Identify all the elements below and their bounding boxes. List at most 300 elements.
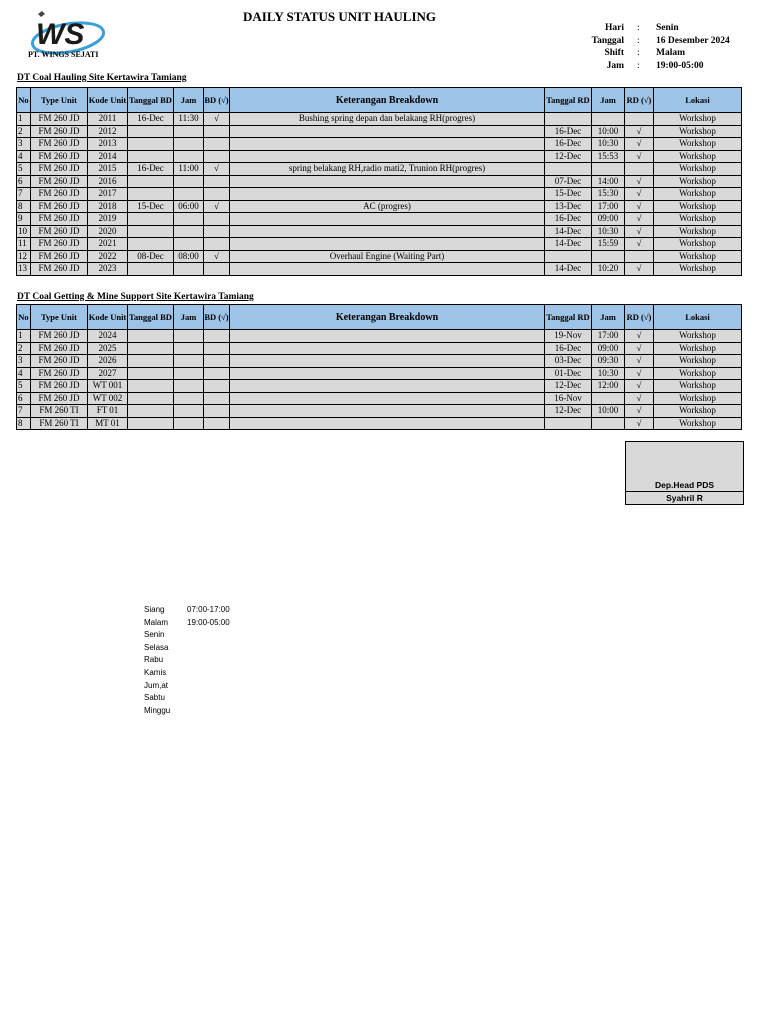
cell-rd-check: √ (625, 405, 654, 418)
column-header-tanggal-bd: Tanggal BD (128, 305, 174, 330)
column-header-jam-bd: Jam (174, 305, 204, 330)
table-row (17, 405, 742, 418)
table-row (17, 263, 742, 276)
cell-tanggal-bd (128, 330, 174, 343)
cell-tanggal-bd (128, 392, 174, 405)
cell-lokasi: Workshop (654, 238, 742, 251)
cell-tanggal-rd: 15-Dec (545, 188, 592, 201)
table-row (17, 417, 742, 430)
cell-jam-rd: 15:30 (592, 188, 625, 201)
table-row (17, 355, 742, 368)
cell-kode-unit: 2024 (88, 330, 128, 343)
cell-type-unit: FM 260 JD (31, 125, 88, 138)
info-value: 16 Desember 2024 (656, 35, 730, 46)
cell-rd-check: √ (625, 200, 654, 213)
cell-jam-bd: 11:00 (174, 163, 204, 176)
column-header-no: No (17, 305, 31, 330)
info-label: Tanggal (591, 35, 624, 46)
cell-bd-check (204, 380, 230, 393)
cell-kode-unit: 2018 (88, 200, 128, 213)
cell-tanggal-bd (128, 238, 174, 251)
cell-bd-check (204, 342, 230, 355)
cell-jam-bd (174, 263, 204, 276)
cell-jam-rd: 09:00 (592, 213, 625, 226)
cell-kode-unit: 2017 (88, 188, 128, 201)
table-row (17, 367, 742, 380)
cell-lokasi: Workshop (654, 200, 742, 213)
cell-tanggal-rd (545, 250, 592, 263)
cell-tanggal-rd: 16-Dec (545, 125, 592, 138)
cell-lokasi: Workshop (654, 138, 742, 151)
cell-type-unit: FM 260 JD (31, 138, 88, 151)
cell-jam-rd: 17:00 (592, 200, 625, 213)
cell-kode-unit: 2012 (88, 125, 128, 138)
cell-lokasi: Workshop (654, 125, 742, 138)
cell-tanggal-rd: 12-Dec (545, 380, 592, 393)
cell-jam-bd: 06:00 (174, 200, 204, 213)
column-header-type-unit: Type Unit (31, 305, 88, 330)
cell-kode-unit: FT 01 (88, 405, 128, 418)
cell-keterangan-breakdown: spring belakang RH,radio mati2, Trunion RH(progres) (230, 163, 545, 176)
cell-jam-rd: 10:30 (592, 225, 625, 238)
cell-no: 2 (17, 342, 31, 355)
cell-tanggal-rd: 03-Dec (545, 355, 592, 368)
cell-type-unit: FM 260 JD (31, 263, 88, 276)
cell-jam-bd (174, 150, 204, 163)
cell-tanggal-bd (128, 405, 174, 418)
column-header-kode-unit: Kode Unit (88, 305, 128, 330)
cell-type-unit: FM 260 JD (31, 250, 88, 263)
cell-no: 3 (17, 138, 31, 151)
cell-no: 10 (17, 225, 31, 238)
cell-tanggal-bd (128, 225, 174, 238)
cell-kode-unit: MT 01 (88, 417, 128, 430)
cell-rd-check: √ (625, 342, 654, 355)
cell-tanggal-rd: 16-Nov (545, 392, 592, 405)
cell-jam-rd (592, 163, 625, 176)
cell-kode-unit: 2019 (88, 213, 128, 226)
cell-no: 12 (17, 250, 31, 263)
cell-jam-rd: 15:53 (592, 150, 625, 163)
cell-tanggal-bd (128, 150, 174, 163)
cell-bd-check: √ (204, 163, 230, 176)
cell-jam-bd (174, 392, 204, 405)
table-header-row (17, 305, 742, 330)
cell-tanggal-rd: 13-Dec (545, 200, 592, 213)
cell-bd-check (204, 238, 230, 251)
cell-tanggal-bd (128, 355, 174, 368)
cell-no: 5 (17, 163, 31, 176)
cell-no: 5 (17, 380, 31, 393)
column-header-tanggal-rd: Tanggal RD (545, 305, 592, 330)
cell-kode-unit: 2021 (88, 238, 128, 251)
cell-kode-unit: 2011 (88, 113, 128, 126)
cell-bd-check (204, 417, 230, 430)
cell-tanggal-bd (128, 213, 174, 226)
cell-jam-bd (174, 367, 204, 380)
table-row (17, 163, 742, 176)
section-title-hauling: DT Coal Hauling Site Kertawira Tamiang (17, 73, 187, 83)
cell-no: 11 (17, 238, 31, 251)
column-header-tanggal-bd: Tanggal BD (128, 88, 174, 113)
cell-tanggal-bd: 15-Dec (128, 200, 174, 213)
column-header-kode-unit: Kode Unit (88, 88, 128, 113)
cell-jam-rd: 12:00 (592, 380, 625, 393)
cell-tanggal-rd: 14-Dec (545, 225, 592, 238)
cell-jam-bd (174, 225, 204, 238)
info-label: Hari (605, 23, 624, 33)
cell-rd-check: √ (625, 150, 654, 163)
cell-type-unit: FM 260 JD (31, 355, 88, 368)
cell-type-unit: FM 260 JD (31, 367, 88, 380)
cell-type-unit: FM 260 JD (31, 330, 88, 343)
table-row (17, 342, 742, 355)
cell-type-unit: FM 260 JD (31, 342, 88, 355)
cell-jam-bd (174, 380, 204, 393)
cell-jam-rd: 15:59 (592, 238, 625, 251)
cell-keterangan-breakdown (230, 417, 545, 430)
cell-bd-check (204, 213, 230, 226)
column-header-lokasi: Lokasi (654, 88, 742, 113)
cell-rd-check (625, 113, 654, 126)
cell-type-unit: FM 260 TI (31, 405, 88, 418)
table-row (17, 138, 742, 151)
cell-no: 6 (17, 175, 31, 188)
cell-lokasi: Workshop (654, 175, 742, 188)
table-row (17, 200, 742, 213)
cell-jam-bd (174, 238, 204, 251)
cell-keterangan-breakdown: Overhaul Engine (Waiting Part) (230, 250, 545, 263)
cell-kode-unit: 2020 (88, 225, 128, 238)
cell-no: 2 (17, 125, 31, 138)
cell-tanggal-rd: 16-Dec (545, 213, 592, 226)
cell-no: 7 (17, 405, 31, 418)
cell-jam-rd: 10:30 (592, 138, 625, 151)
cell-keterangan-breakdown: AC (progres) (230, 200, 545, 213)
cell-type-unit: FM 260 JD (31, 380, 88, 393)
cell-type-unit: FM 260 JD (31, 150, 88, 163)
cell-jam-rd (592, 417, 625, 430)
section-title-getting: DT Coal Getting & Mine Support Site Kertawira Tamiang (17, 292, 254, 302)
cell-no: 9 (17, 213, 31, 226)
cell-kode-unit: WT 002 (88, 392, 128, 405)
table-row (17, 113, 742, 126)
legend-label: Selasa (144, 642, 169, 652)
cell-tanggal-rd: 16-Dec (545, 342, 592, 355)
cell-bd-check (204, 263, 230, 276)
cell-tanggal-rd: 07-Dec (545, 175, 592, 188)
cell-tanggal-bd (128, 342, 174, 355)
signature-box (625, 441, 744, 481)
column-header-jam-rd: Jam (592, 88, 625, 113)
cell-jam-rd: 10:00 (592, 125, 625, 138)
getting-status-table (16, 304, 742, 430)
hauling-status-table (16, 87, 742, 276)
cell-jam-rd: 09:30 (592, 355, 625, 368)
document-title: DAILY STATUS UNIT HAULING (243, 9, 437, 24)
table-row (17, 188, 742, 201)
cell-jam-bd (174, 175, 204, 188)
legend-label: Jum,at (144, 680, 169, 690)
cell-kode-unit: 2026 (88, 355, 128, 368)
column-header-lokasi: Lokasi (654, 305, 742, 330)
cell-rd-check (625, 250, 654, 263)
cell-no: 6 (17, 392, 31, 405)
cell-type-unit: FM 260 JD (31, 175, 88, 188)
cell-lokasi: Workshop (654, 163, 742, 176)
cell-rd-check: √ (625, 238, 654, 251)
cell-lokasi: Workshop (654, 113, 742, 126)
cell-jam-bd (174, 188, 204, 201)
svg-text:WS: WS (36, 18, 85, 51)
cell-lokasi: Workshop (654, 392, 742, 405)
info-label: Jam (606, 61, 624, 72)
company-name: PT. WINGS SEJATI (28, 50, 99, 59)
cell-no: 4 (17, 367, 31, 380)
cell-jam-rd: 10:20 (592, 263, 625, 276)
cell-rd-check (625, 163, 654, 176)
info-colon: : (637, 23, 640, 33)
cell-keterangan-breakdown (230, 125, 545, 138)
cell-kode-unit: 2025 (88, 342, 128, 355)
cell-keterangan-breakdown (230, 188, 545, 201)
cell-tanggal-rd: 19-Nov (545, 330, 592, 343)
cell-jam-bd: 11:30 (174, 113, 204, 126)
cell-jam-bd: 08:00 (174, 250, 204, 263)
column-header-keterangan-breakdown: Keterangan Breakdown (230, 305, 545, 330)
table-row (17, 330, 742, 343)
cell-keterangan-breakdown (230, 392, 545, 405)
signature-title: Dep.Head PDS (625, 479, 744, 492)
cell-tanggal-rd (545, 113, 592, 126)
column-header-no: No (17, 88, 31, 113)
cell-type-unit: FM 260 JD (31, 213, 88, 226)
table-row (17, 125, 742, 138)
cell-bd-check (204, 188, 230, 201)
cell-rd-check: √ (625, 330, 654, 343)
cell-tanggal-bd (128, 138, 174, 151)
cell-bd-check: √ (204, 113, 230, 126)
cell-keterangan-breakdown (230, 175, 545, 188)
cell-tanggal-rd: 01-Dec (545, 367, 592, 380)
cell-tanggal-rd: 14-Dec (545, 238, 592, 251)
cell-bd-check (204, 175, 230, 188)
info-value: Senin (656, 23, 679, 33)
cell-lokasi: Workshop (654, 405, 742, 418)
cell-jam-bd (174, 355, 204, 368)
cell-jam-bd (174, 125, 204, 138)
cell-lokasi: Workshop (654, 150, 742, 163)
cell-tanggal-rd (545, 163, 592, 176)
cell-type-unit: FM 260 JD (31, 163, 88, 176)
legend-label: Siang (144, 605, 165, 614)
table-header-row (17, 88, 742, 113)
cell-lokasi: Workshop (654, 250, 742, 263)
cell-no: 3 (17, 355, 31, 368)
cell-tanggal-bd: 16-Dec (128, 163, 174, 176)
cell-lokasi: Workshop (654, 263, 742, 276)
cell-jam-rd (592, 113, 625, 126)
cell-jam-rd: 14:00 (592, 175, 625, 188)
column-header-type-unit: Type Unit (31, 88, 88, 113)
cell-tanggal-bd (128, 175, 174, 188)
cell-rd-check: √ (625, 175, 654, 188)
cell-lokasi: Workshop (654, 355, 742, 368)
legend-label: Kamis (144, 668, 167, 677)
cell-lokasi: Workshop (654, 213, 742, 226)
cell-keterangan-breakdown (230, 405, 545, 418)
info-colon: : (637, 48, 640, 59)
cell-tanggal-bd: 08-Dec (128, 250, 174, 263)
cell-jam-bd (174, 405, 204, 418)
cell-type-unit: FM 260 JD (31, 200, 88, 213)
cell-kode-unit: 2014 (88, 150, 128, 163)
legend-label: Malam (144, 617, 169, 627)
cell-keterangan-breakdown (230, 342, 545, 355)
table-row (17, 238, 742, 251)
column-header-rd-check: RD (√) (625, 305, 654, 330)
cell-keterangan-breakdown (230, 238, 545, 251)
cell-jam-bd (174, 417, 204, 430)
cell-no: 7 (17, 188, 31, 201)
cell-rd-check: √ (625, 367, 654, 380)
cell-bd-check: √ (204, 250, 230, 263)
legend-label: Sabtu (144, 693, 165, 703)
cell-kode-unit: 2022 (88, 250, 128, 263)
cell-kode-unit: 2027 (88, 367, 128, 380)
signature-name: Syahril R (625, 492, 744, 505)
cell-no: 1 (17, 330, 31, 343)
cell-lokasi: Workshop (654, 342, 742, 355)
cell-keterangan-breakdown (230, 367, 545, 380)
table-row (17, 213, 742, 226)
column-header-rd-check: RD (√) (625, 88, 654, 113)
cell-keterangan-breakdown (230, 150, 545, 163)
cell-kode-unit: 2023 (88, 263, 128, 276)
cell-rd-check: √ (625, 392, 654, 405)
cell-lokasi: Workshop (654, 417, 742, 430)
cell-bd-check (204, 355, 230, 368)
legend-label: Senin (144, 630, 165, 640)
table-row (17, 380, 742, 393)
cell-lokasi: Workshop (654, 330, 742, 343)
cell-tanggal-bd: 16-Dec (128, 113, 174, 126)
cell-bd-check (204, 392, 230, 405)
info-value: 19:00-05:00 (656, 61, 704, 72)
cell-tanggal-rd: 16-Dec (545, 138, 592, 151)
cell-jam-rd: 09:00 (592, 342, 625, 355)
info-colon: : (637, 35, 640, 46)
cell-keterangan-breakdown (230, 355, 545, 368)
cell-no: 13 (17, 263, 31, 276)
cell-rd-check: √ (625, 125, 654, 138)
cell-rd-check: √ (625, 225, 654, 238)
cell-kode-unit: 2013 (88, 138, 128, 151)
cell-jam-rd: 10:30 (592, 367, 625, 380)
legend-label: Rabu (144, 655, 164, 665)
legend-label: Minggu (144, 705, 171, 715)
cell-rd-check: √ (625, 188, 654, 201)
cell-bd-check: √ (204, 200, 230, 213)
cell-tanggal-bd (128, 125, 174, 138)
cell-bd-check (204, 225, 230, 238)
cell-tanggal-bd (128, 380, 174, 393)
column-header-bd-check: BD (√) (204, 305, 230, 330)
cell-keterangan-breakdown (230, 330, 545, 343)
cell-bd-check (204, 330, 230, 343)
table-row (17, 175, 742, 188)
cell-type-unit: FM 260 JD (31, 188, 88, 201)
table-row (17, 392, 742, 405)
cell-keterangan-breakdown (230, 213, 545, 226)
column-header-bd-check: BD (√) (204, 88, 230, 113)
cell-jam-bd (174, 330, 204, 343)
cell-bd-check (204, 125, 230, 138)
cell-kode-unit: WT 001 (88, 380, 128, 393)
cell-rd-check: √ (625, 417, 654, 430)
cell-jam-bd (174, 342, 204, 355)
cell-kode-unit: 2016 (88, 175, 128, 188)
cell-tanggal-rd: 12-Dec (545, 150, 592, 163)
cell-lokasi: Workshop (654, 225, 742, 238)
cell-tanggal-bd (128, 263, 174, 276)
cell-type-unit: FM 260 JD (31, 113, 88, 126)
cell-tanggal-bd (128, 188, 174, 201)
cell-type-unit: FM 260 JD (31, 238, 88, 251)
info-label: Shift (604, 48, 624, 59)
column-header-jam-rd: Jam (592, 305, 625, 330)
cell-keterangan-breakdown (230, 263, 545, 276)
cell-bd-check (204, 367, 230, 380)
cell-lokasi: Workshop (654, 188, 742, 201)
column-header-jam-bd: Jam (174, 88, 204, 113)
cell-rd-check: √ (625, 213, 654, 226)
cell-bd-check (204, 405, 230, 418)
cell-jam-rd (592, 250, 625, 263)
info-colon: : (637, 61, 640, 72)
cell-rd-check: √ (625, 263, 654, 276)
cell-no: 1 (17, 113, 31, 126)
cell-lokasi: Workshop (654, 380, 742, 393)
cell-rd-check: √ (625, 355, 654, 368)
table-row (17, 225, 742, 238)
cell-tanggal-bd (128, 367, 174, 380)
cell-kode-unit: 2015 (88, 163, 128, 176)
cell-type-unit: FM 260 JD (31, 225, 88, 238)
cell-bd-check (204, 150, 230, 163)
cell-no: 8 (17, 200, 31, 213)
cell-jam-rd (592, 392, 625, 405)
legend-value: 19:00-05:00 (187, 617, 230, 627)
cell-lokasi: Workshop (654, 367, 742, 380)
column-header-keterangan-breakdown: Keterangan Breakdown (230, 88, 545, 113)
cell-tanggal-rd: 12-Dec (545, 405, 592, 418)
cell-keterangan-breakdown (230, 225, 545, 238)
cell-jam-rd: 17:00 (592, 330, 625, 343)
table-row (17, 250, 742, 263)
cell-rd-check: √ (625, 380, 654, 393)
cell-keterangan-breakdown: Bushing spring depan dan belakang RH(progres) (230, 113, 545, 126)
cell-tanggal-bd (128, 417, 174, 430)
cell-tanggal-rd (545, 417, 592, 430)
cell-type-unit: FM 260 TI (31, 417, 88, 430)
cell-no: 4 (17, 150, 31, 163)
cell-jam-bd (174, 138, 204, 151)
cell-jam-rd: 10:00 (592, 405, 625, 418)
cell-type-unit: FM 260 JD (31, 392, 88, 405)
cell-jam-bd (174, 213, 204, 226)
info-value: Malam (656, 48, 686, 59)
